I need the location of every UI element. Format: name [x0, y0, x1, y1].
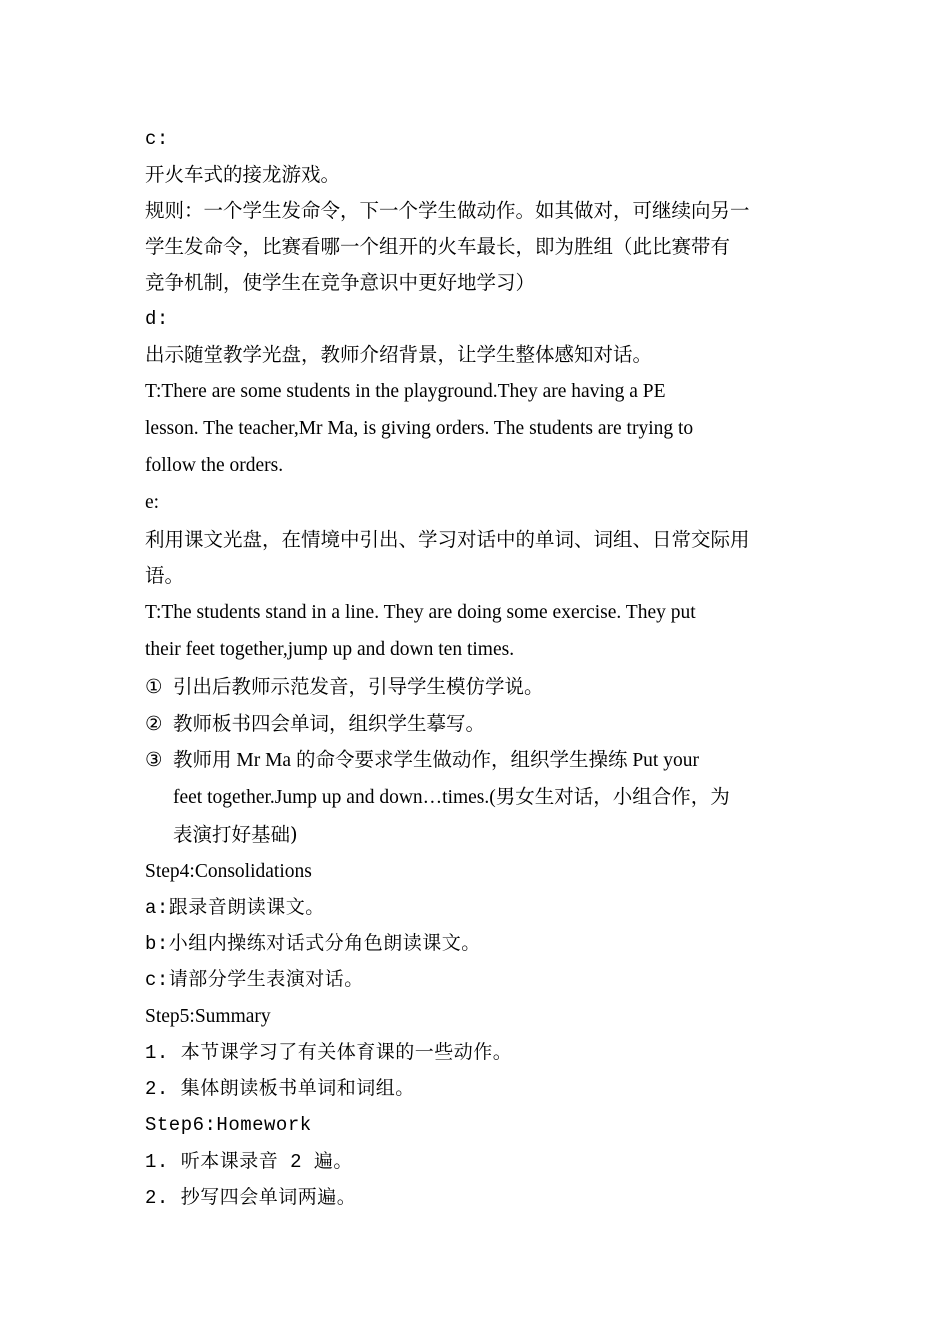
section-label-c: c:: [145, 128, 169, 150]
paragraph-line: 开火车式的接龙游戏。: [145, 163, 341, 186]
list-item-text: 教师板书四会单词，组织学生摹写。: [173, 712, 486, 735]
section-label-d: d:: [145, 308, 169, 330]
list-item: 2. 集体朗读板书单词和词组。: [145, 1078, 415, 1100]
paragraph-line: 利用课文光盘，在情境中引出、学习对话中的单词、词组、日常交际用: [145, 528, 750, 551]
paragraph-line: 规则：一个学生发命令，下一个学生做动作。如其做对，可继续向另一: [145, 199, 750, 222]
list-item-text: 教师用 Mr Ma 的命令要求学生做动作，组织学生操练 Put your: [173, 750, 699, 771]
step6-heading: Step6:Homework: [145, 1114, 312, 1136]
list-item: [145, 705, 815, 742]
list-item: [145, 668, 815, 705]
paragraph-line: their feet together,jump up and down ten times.: [145, 639, 515, 660]
list-item: 2. 抄写四会单词两遍。: [145, 1187, 357, 1209]
paragraph-line: 学生发命令，比赛看哪一个组开的火车最长，即为胜组（此比赛带有: [145, 235, 731, 258]
list-item-text: 引出后教师示范发音，引导学生模仿学说。: [173, 675, 544, 698]
list-item-continuation: feet together.Jump up and down…times.(男女生对话，小组合作，为: [173, 787, 730, 808]
paragraph-line: 竞争机制，使学生在竞争意识中更好地学习）: [145, 271, 536, 294]
circled-number-marker: ①: [145, 677, 163, 698]
document-body: [145, 121, 815, 1216]
list-item: 1. 听本课录音 2 遍。: [145, 1151, 353, 1173]
list-item: [145, 742, 815, 779]
paragraph-line: lesson. The teacher,Mr Ma, is giving orders. The students are trying to: [145, 418, 694, 439]
paragraph-line: follow the orders.: [145, 455, 284, 476]
paragraph-line: T:The students stand in a line. They are doing some exercise. They put: [145, 602, 696, 623]
circled-number-marker: ③: [145, 750, 163, 771]
list-item: 1. 本节课学习了有关体育课的一些动作。: [145, 1042, 513, 1064]
list-item: c:请部分学生表演对话。: [145, 969, 364, 991]
section-label-e: e:: [145, 492, 160, 513]
list-item: b:小组内操练对话式分角色朗读课文。: [145, 933, 481, 955]
paragraph-line: 出示随堂教学光盘，教师介绍背景，让学生整体感知对话。: [145, 343, 653, 366]
paragraph-line: 语。: [145, 564, 185, 587]
circled-number-marker: ②: [145, 714, 163, 735]
step4-heading: Step4:Consolidations: [145, 861, 312, 882]
list-item: a:跟录音朗读课文。: [145, 897, 325, 919]
list-item-continuation: 表演打好基础): [173, 823, 298, 846]
paragraph-line: T:There are some students in the playground.They are having a PE: [145, 381, 666, 402]
step5-heading: Step5:Summary: [145, 1006, 271, 1027]
